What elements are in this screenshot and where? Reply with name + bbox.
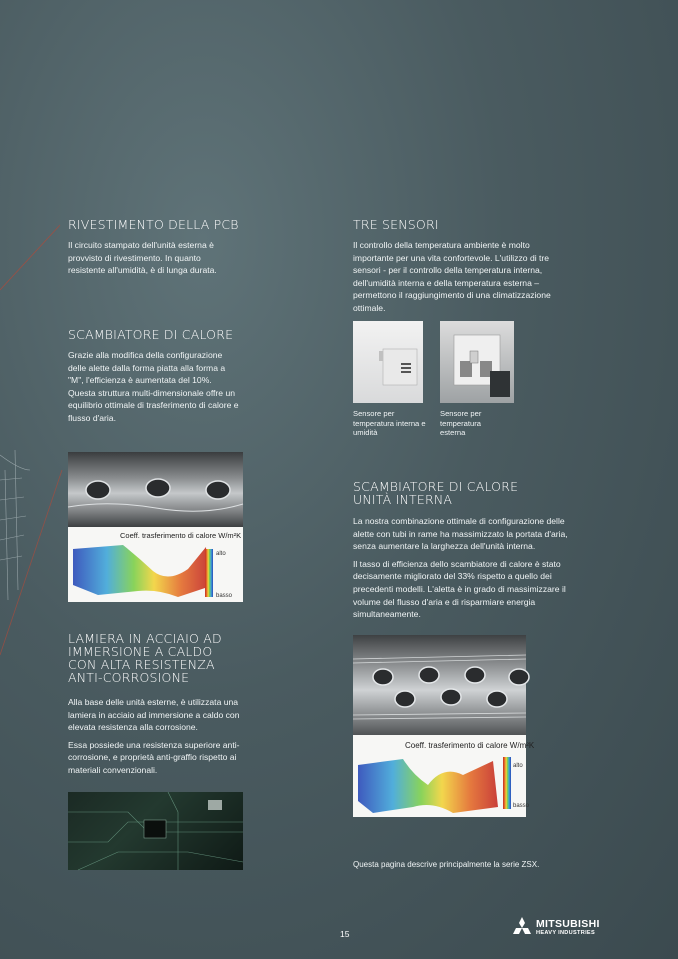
outdoor-sensor-photo	[440, 321, 514, 403]
steel-body	[68, 696, 244, 782]
outdoor-sensor-graphic	[440, 321, 514, 403]
indoor-fin-photo	[353, 635, 526, 735]
page-number: 15	[340, 929, 350, 939]
series-note: Questa pagina descrive principalmente la serie ZSX.	[353, 860, 540, 869]
indoor-exchanger-body	[353, 515, 569, 626]
sensors-body	[353, 239, 567, 320]
pcb-body	[68, 239, 238, 282]
legend-high: alto	[216, 551, 226, 557]
indoor-heat-chart	[353, 735, 535, 817]
brand-name: MITSUBISHI	[536, 918, 600, 930]
pcb-traces	[68, 792, 243, 870]
sensors-body-text: Il controllo della temperatura ambiente è molto importante per una vita confortevole. L'utilizzo di tre sensori - per il controllo della temperatura interna, dell'umidità interna e della temperatura esterna – permettono il raggiungimento di una climatizzazione ottimale.	[353, 240, 551, 313]
indoor-exchanger-title: SCAMBIATORE DI CALORE UNITÀ INTERNA	[353, 479, 519, 507]
fin-heat-chart	[68, 527, 243, 602]
steel-body-text-2: Essa possiede una resistenza superiore anti-corrosione, e proprietà anti-graffio rispetto ai materiali convenzionali.	[68, 739, 240, 775]
pcb-photo	[68, 792, 243, 870]
indoor-legend-high: alto	[513, 763, 523, 769]
outdoor-sensor-caption: Sensore per temperatura esterna	[440, 409, 482, 438]
steel-title: LAMIERA IN ACCIAIO AD IMMERSIONE A CALDO CON ALTA RESISTENZA ANTI-CORROSIONE	[68, 631, 222, 685]
pcb-body-text: Il circuito stampato dell'unità esterna è provvisto di rivestimento. In quanto resistente all'umidità, è di lunga durata.	[68, 240, 217, 276]
heat-exchanger-body	[68, 349, 240, 430]
indoor-legend-low: basso	[513, 803, 530, 809]
legend-low: basso	[216, 593, 233, 599]
fin-chart-label: Coeff. trasferimento di calore W/m²K	[120, 531, 242, 540]
brand-subtitle: HEAVY INDUSTRIES	[536, 930, 595, 936]
m-fin-photo	[68, 452, 243, 527]
heat-exchanger-title: SCAMBIATORE DI CALORE	[68, 327, 234, 342]
mitsubishi-logo	[510, 917, 625, 939]
indoor-sensor-photo	[353, 321, 423, 403]
sensors-title: TRE SENSORI	[353, 217, 439, 232]
heat-exchanger-body-text: Grazie alla modifica della configurazione delle alette dalla forma piatta alla forma a "M", l'efficienza è aumentata del 10%. Questa struttura multi-dimensionale offre un equilibrio ottimale di trasferimento di calore e flusso d'aria.	[68, 350, 239, 423]
indoor-chart-label: Coeff. trasferimento di calore W/m²K	[405, 741, 535, 750]
pcb-title: RIVESTIMENTO DELLA PCB	[68, 217, 239, 232]
indoor-fin-holes	[353, 635, 526, 735]
indoor-sensor-graphic	[353, 321, 423, 403]
steel-body-text-1: Alla base delle unità esterne, è utilizzata una lamiera in acciaio ad immersione a caldo con elevata resistenza alla corrosione.	[68, 697, 240, 733]
m-fin-holes	[68, 452, 243, 527]
indoor-sensor-caption: Sensore per temperatura interna e umidità	[353, 409, 426, 438]
three-diamonds-icon	[510, 917, 534, 939]
indoor-exchanger-body-text-2: Il tasso di efficienza dello scambiatore di calore è stato decisamente migliorato del 33% rispetto a quello dei precedenti modelli. L'aletta è in grado di massimizzare il volume del flusso d'aria e di risparmiare energia simultaneamente.	[353, 558, 566, 620]
indoor-exchanger-body-text-1: La nostra combinazione ottimale di configurazione delle alette con tubi in rame ha massimizzato la portata d'aria, senza aumentare la larghezza dell'unità interna.	[353, 516, 568, 552]
